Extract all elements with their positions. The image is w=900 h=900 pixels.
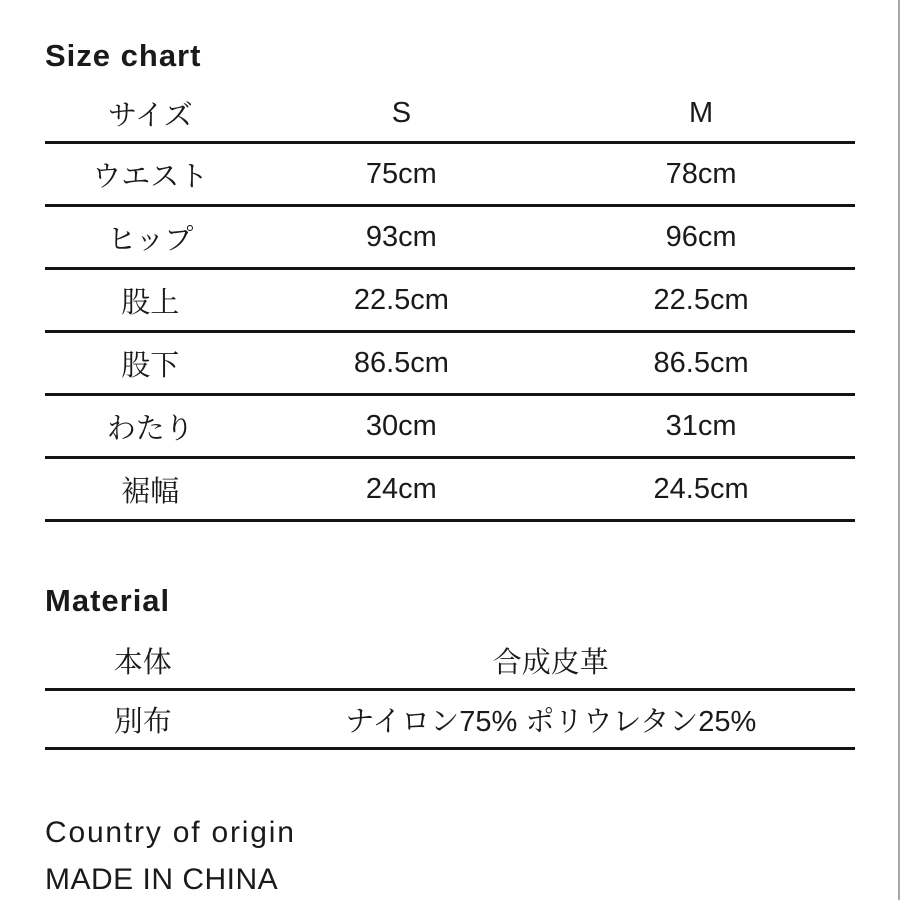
- value-s: 75cm: [256, 143, 548, 206]
- table-row-hem-width: [45, 458, 855, 521]
- country-of-origin-value: MADE IN CHINA: [45, 863, 279, 896]
- table-row-rise: [45, 269, 855, 332]
- size-chart-header-row: [45, 85, 855, 143]
- row-label: 股上: [45, 269, 256, 332]
- value-s: 24cm: [256, 458, 548, 521]
- material-value: 合成皮革: [271, 632, 855, 690]
- value-s: 86.5cm: [256, 332, 548, 395]
- material-row-contrast-fabric: [45, 690, 855, 749]
- value-m: 86.5cm: [547, 332, 855, 395]
- size-m-header: M: [547, 85, 855, 143]
- size-column-header: サイズ: [45, 85, 256, 143]
- row-label: わたり: [45, 395, 256, 458]
- row-label: ヒップ: [45, 206, 256, 269]
- value-m: 96cm: [547, 206, 855, 269]
- row-label: 裾幅: [45, 458, 256, 521]
- value-m: 31cm: [547, 395, 855, 458]
- material-label: 別布: [45, 690, 271, 749]
- material-table: [45, 632, 855, 750]
- table-row-hip: [45, 206, 855, 269]
- table-row-waist: [45, 143, 855, 206]
- material-row-main: [45, 632, 855, 690]
- table-row-thigh: [45, 395, 855, 458]
- row-label: ウエスト: [45, 143, 256, 206]
- value-m: 24.5cm: [547, 458, 855, 521]
- value-s: 22.5cm: [256, 269, 548, 332]
- country-of-origin-title: Country of origin: [45, 816, 296, 849]
- table-row-inseam: [45, 332, 855, 395]
- value-s: 30cm: [256, 395, 548, 458]
- size-chart-table: [45, 85, 855, 522]
- row-label: 股下: [45, 332, 256, 395]
- value-s: 93cm: [256, 206, 548, 269]
- value-m: 78cm: [547, 143, 855, 206]
- material-value: ナイロン75% ポリウレタン25%: [271, 690, 855, 749]
- value-m: 22.5cm: [547, 269, 855, 332]
- material-label: 本体: [45, 632, 271, 690]
- material-title: Material: [45, 583, 171, 618]
- size-s-header: S: [256, 85, 548, 143]
- size-chart-title: Size chart: [45, 38, 202, 73]
